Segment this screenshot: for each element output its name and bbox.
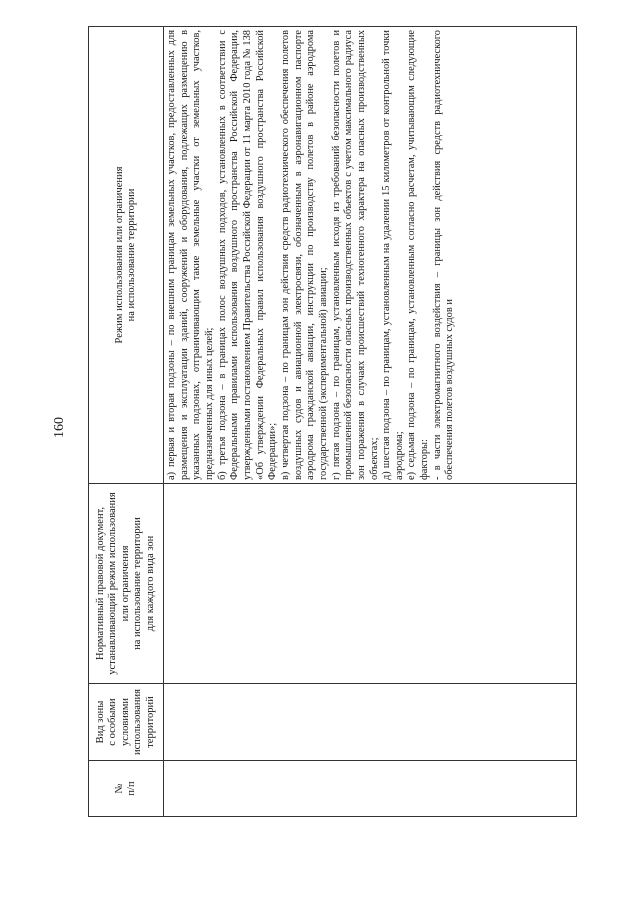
header-normative-doc-lines xyxy=(95,484,157,683)
table-row xyxy=(164,27,577,817)
header-num xyxy=(89,761,164,817)
rotated-table-wrapper xyxy=(88,27,577,817)
regime-paragraph: е) седьмая подзона – по границам, установленным согласно расчетам, учитывающим следующие факторы: xyxy=(406,30,431,480)
table-header-row xyxy=(89,27,164,817)
header-line: на использование территории xyxy=(126,188,137,322)
cell-zone-type xyxy=(164,684,577,761)
header-line: территорий xyxy=(144,696,156,748)
zones-table xyxy=(88,26,577,817)
header-line: Вид зоны xyxy=(94,700,106,744)
cell-regime xyxy=(164,27,577,484)
regime-paragraph: г) пятая подзона – по границам, установленным исходя из требований безопасности полетов и промышленной безопасности опасных производственных объектов с учетом максимального радиуса зон поражения в случаях происшествий техногенного характера на опасных производственных объектах; xyxy=(330,30,380,480)
cell-normative-doc xyxy=(164,484,577,684)
header-line: устанавливающий режим использования xyxy=(107,492,119,675)
header-zone-type xyxy=(89,684,164,761)
page-number: 160 xyxy=(52,417,67,438)
regime-text xyxy=(164,27,457,483)
regime-paragraph: в) четвертая подзона – по границам зон действия средств радиотехнического обеспечения полетов воздушных судов и авиационной электросвязи, обозначенным в аэронавигационном паспорте аэродрома гражданской авиации, инструкции по производству полетов в районе аэродрома государственной (экспериментальной) авиации; xyxy=(279,30,329,480)
header-line: условиями xyxy=(119,697,131,747)
header-line: на использование территории xyxy=(132,517,144,650)
header-regime xyxy=(89,27,164,484)
regime-paragraph: а) первая и вторая подзоны – по внешним границам земельных участков, предоставленных для размещения и эксплуатации зданий, сооружений и оборудования, подлежащих размещению в указанных подзонах, отграничивающим такие земельные участки от земельных участков, предназначенных для иных целей; xyxy=(166,30,215,480)
header-line: для каждого вида зон xyxy=(144,535,156,632)
cell-num xyxy=(164,761,577,817)
regime-paragraph: д) шестая подзона – по границам, установленным на удалении 15 километров от контрольной точки аэродрома; xyxy=(381,30,405,480)
header-line: Нормативный правовой документ, xyxy=(94,506,106,661)
header-line: с особыми xyxy=(107,698,119,746)
header-line: Режим использования или ограничения xyxy=(113,166,125,344)
header-line: или ограничения xyxy=(119,545,131,622)
header-line: использования xyxy=(132,689,144,755)
header-line: № xyxy=(113,783,125,794)
header-regime-lines xyxy=(114,27,139,483)
header-line: п/п xyxy=(126,781,137,796)
regime-paragraph: б) третья подзона – в границах полос воздушных подходов, установленных в соответствии с Федеральными правилами использования воздушного пространства Российской Федерации, утвержденными постановлением Правительства Российской Федерации от 11 марта 2010 года № 138 «Об утверждении Федеральных правил использования воздушного пространства Российской Федерации»; xyxy=(216,30,279,480)
header-num-lines xyxy=(114,761,139,816)
header-normative-doc xyxy=(89,484,164,684)
header-zone-type-lines xyxy=(95,684,157,760)
regime-paragraph: - в части электромагнитного воздействия – границы зон действия средств радиотехнического обеспечения полетов воздушных судов и xyxy=(431,30,456,480)
